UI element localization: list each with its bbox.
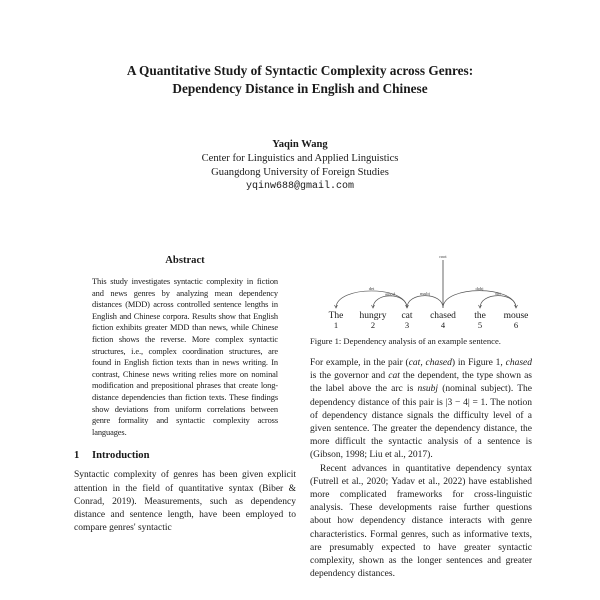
word-index: 2: [370, 320, 376, 330]
italic-term: chased: [505, 358, 533, 368]
section-number: 1: [74, 450, 80, 462]
section-heading-introduction: [74, 450, 296, 461]
affiliation-line-1: Center for Linguistics and Applied Linguistics: [201, 153, 399, 164]
sentence-word: the: [474, 311, 486, 321]
italic-term: chased: [425, 358, 452, 368]
word-index: 1: [333, 320, 339, 330]
title-line-2: Dependency Distance in English and Chinese: [172, 81, 428, 96]
arc-label: dobj: [475, 285, 484, 291]
affiliation-line-2: Guangdong University of Foreign Studies: [211, 167, 389, 178]
sentence-word: hungry: [359, 311, 387, 321]
abstract-heading: Abstract: [165, 255, 205, 266]
text-run: the dependent, the type shown as the label above the arc is: [310, 371, 533, 395]
dependency-arc: [407, 296, 443, 308]
dependency-arc: [443, 291, 516, 308]
dependency-arc: [480, 296, 516, 308]
figure-caption: Figure 1: Dependency analysis of an example sentence.: [310, 336, 501, 346]
dependency-arc: [373, 296, 407, 308]
sentence-word: The: [328, 311, 344, 321]
word-index: 6: [513, 320, 519, 330]
section-title: Introduction: [92, 450, 150, 462]
italic-term: cat: [388, 371, 400, 382]
abstract-text: This study investigates syntactic complexity in fiction and news genres by analyzing mean dependency distances (MDD) across controlled sentence lengths in English and Chinese corpora. Results show that English fiction exhibits greater MDD than news, while Chinese fiction shows the reverse. More complex syntactic structures, i.e., complex coordination structures, are found in English fiction texts than in news writing. In contrast, Chinese news writing relies more on nominal modification and prepositional phrases that create long-distance dependencies than fiction texts. These findings show deviations from uniform correlations between genre formality and syntactic complexity across languages.: [92, 277, 278, 437]
arc-label: nsubj: [420, 291, 430, 297]
paper-title: [0, 62, 600, 98]
paragraph-example: [310, 357, 532, 463]
root-label: root: [439, 254, 447, 259]
italic-term: cat: [408, 358, 421, 368]
left-column: [74, 252, 296, 535]
paragraph-recent-advances: Recent advances in quantitative dependency syntax (Futrell et al., 2020; Yadav et al., 2022) have established more complicated frameworks for cross-linguistic analysis. These developments raise further questions about how dependency distance interacts with genre characteristics. Formal genres, such as informative texts, are presumably expected to have greater syntactic complexity, shown as the longer sentences and greater dependency distances.: [310, 463, 532, 580]
author-block: [0, 138, 600, 194]
dependency-tree-svg: [310, 250, 532, 332]
author-email[interactable]: yqinw688@gmail.com: [245, 181, 355, 192]
introduction-text: Syntactic complexity of genres has been given explicit attention in the field of quantitative syntax (Biber & Conrad, 2019). Measurements, such as dependency distance and sentence length, have been employed to compare genres' syntactic: [74, 470, 296, 534]
text-run: is the governor and: [310, 371, 389, 382]
author-name: Yaqin Wang: [272, 139, 328, 150]
italic-term: nsubj: [417, 384, 439, 395]
word-index: 3: [404, 320, 410, 330]
word-index: 5: [477, 320, 483, 330]
right-column: [310, 250, 532, 581]
sentence-word: mouse: [503, 311, 529, 321]
dependency-figure: [310, 250, 532, 332]
sentence-word: chased: [430, 311, 456, 321]
text-run: (nominal subject). The dependency distance of this pair is |3 − 4| = 1. The notion of dependency distance signals the difficulty level of a given sentence. The greater the dependency distance, the more difficult the syntactic analysis of a sentence is (Gibson, 1998; Liu et al., 2017).: [310, 384, 532, 461]
arc-label: det: [368, 286, 375, 292]
title-line-1: A Quantitative Study of Syntactic Complexity across Genres:: [126, 63, 474, 78]
arc-label: det: [495, 291, 501, 297]
arc-label: amod: [385, 291, 395, 297]
word-index: 4: [440, 320, 446, 330]
text-run: For example, in the pair (: [310, 358, 409, 368]
sentence-word: cat: [401, 311, 413, 321]
text-run: ,: [420, 358, 426, 368]
text-run: ) in Figure 1,: [451, 358, 506, 368]
